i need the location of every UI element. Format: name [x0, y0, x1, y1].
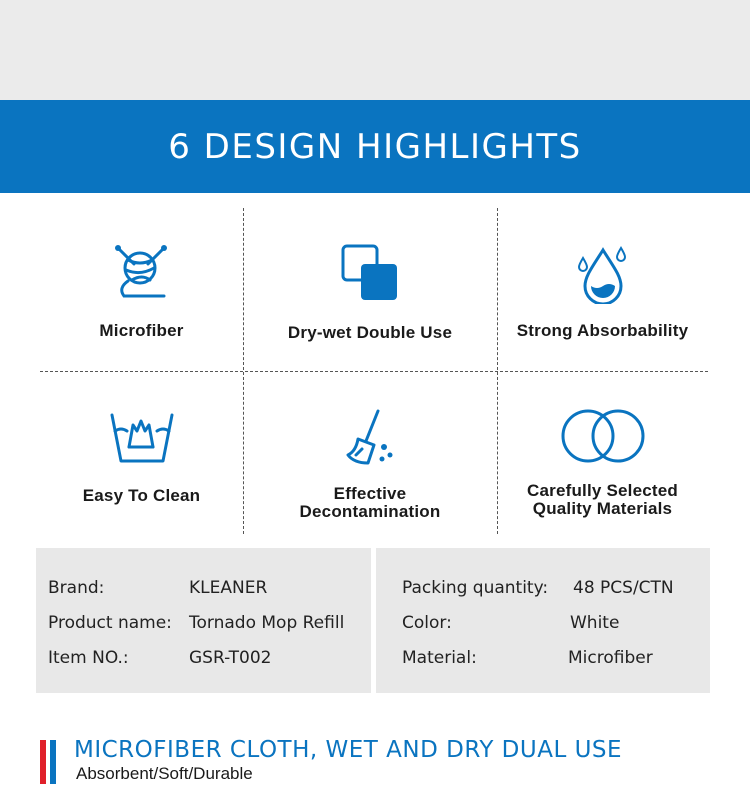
spec-key: Packing quantity: [402, 578, 549, 598]
spec-value: GSR-T002 [189, 648, 272, 668]
highlight-microfiber [40, 244, 243, 340]
highlight-absorbability [497, 244, 708, 340]
highlights-banner [0, 100, 750, 193]
washing-basin-icon [109, 407, 175, 465]
spec-value: White [570, 613, 620, 633]
spec-key: Color: [402, 613, 452, 633]
grid-divider-horizontal [40, 371, 708, 372]
highlight-label: Dry-wet Double Use [287, 323, 453, 342]
yarn-ball-icon [114, 244, 170, 302]
highlight-label-line1: Carefully Selected [527, 481, 678, 500]
accent-bar-red [40, 740, 46, 784]
broom-sweeping-icon [344, 407, 396, 467]
highlight-quality-materials [497, 407, 708, 518]
spec-key: Product name: [48, 613, 172, 633]
highlight-label-line2: Quality Materials [532, 499, 673, 518]
spec-value: Microfiber [568, 648, 653, 668]
highlight-dry-wet [243, 244, 497, 342]
water-drop-icon [577, 244, 629, 304]
highlight-label: Easy To Clean [82, 486, 201, 505]
spec-key: Item NO.: [48, 648, 129, 668]
highlight-easy-clean [40, 407, 243, 505]
spec-value: Tornado Mop Refill [189, 613, 345, 633]
accent-bar-blue [50, 740, 56, 784]
banner-title: 6 DESIGN HIGHLIGHTS [168, 126, 582, 167]
highlight-label: Microfiber [99, 321, 184, 340]
spec-key: Brand: [48, 578, 105, 598]
highlight-decontamination [243, 407, 497, 521]
overlapping-circles-icon [560, 407, 646, 465]
specs-panel-left [36, 548, 371, 693]
highlight-label-line1: Effective [333, 484, 407, 503]
top-gray-strip [0, 0, 750, 100]
overlapping-squares-icon [341, 244, 399, 302]
spec-value: KLEANER [189, 578, 268, 598]
highlight-label: Strong Absorbability [516, 321, 689, 340]
specs-panel-right [376, 548, 710, 693]
footer-accent-bars [40, 740, 60, 784]
spec-value: 48 PCS/CTN [573, 578, 674, 598]
highlights-grid [40, 208, 708, 534]
spec-key: Material: [402, 648, 477, 668]
highlight-label-line2: Decontamination [299, 502, 441, 521]
footer-subtitle: Absorbent/Soft/Durable [76, 764, 253, 783]
footer-title: MICROFIBER CLOTH, WET AND DRY DUAL USE [74, 737, 623, 763]
